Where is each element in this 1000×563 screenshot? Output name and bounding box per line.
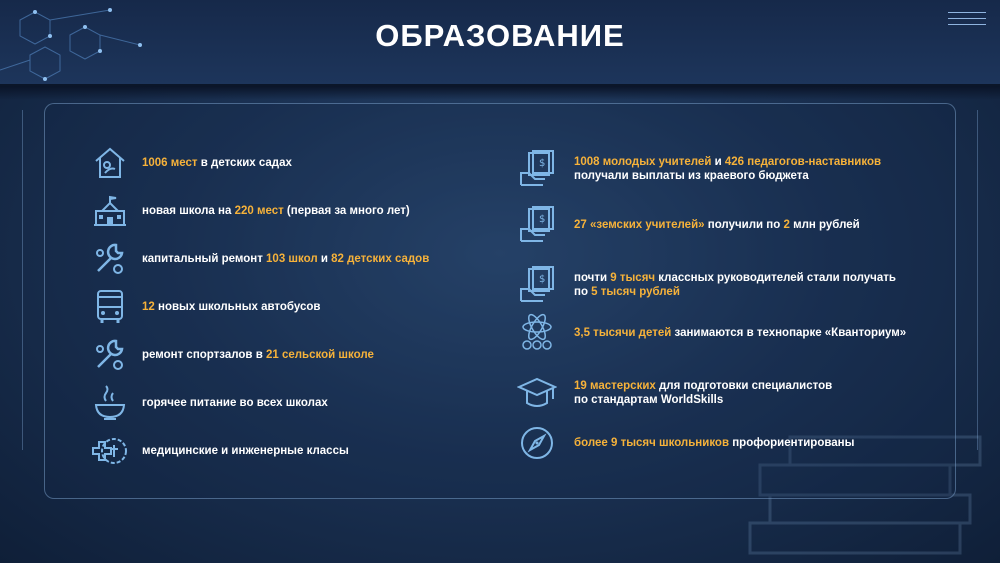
fact-text: млн рублей bbox=[789, 219, 860, 231]
fact-line bbox=[574, 271, 896, 285]
fact-text: капитальный ремонт bbox=[142, 253, 267, 265]
highlight-text: 9 тысяч bbox=[610, 272, 656, 284]
highlight-text: 21 сельской школе bbox=[265, 349, 374, 361]
fact-text: новых школьных автобусов bbox=[154, 301, 321, 313]
fact-item bbox=[90, 335, 374, 375]
fact-line bbox=[574, 155, 881, 169]
fact-label bbox=[142, 444, 349, 458]
right-border-line bbox=[977, 110, 978, 450]
fact-line bbox=[574, 169, 881, 183]
highlight-text: 1008 молодых учителей bbox=[574, 156, 712, 168]
fact-text: ремонт спортзалов в bbox=[142, 349, 266, 361]
menu-lines-icon[interactable] bbox=[948, 12, 986, 30]
fact-item bbox=[90, 143, 292, 183]
highlight-text: 426 педагогов-наставников bbox=[724, 156, 882, 168]
fact-text: и bbox=[711, 156, 725, 168]
highlight-text: 220 мест bbox=[234, 205, 284, 217]
highlight-text: 103 школ bbox=[266, 253, 318, 265]
fact-label bbox=[574, 379, 832, 407]
compass-icon bbox=[517, 423, 557, 463]
fact-text: получали выплаты из краевого бюджета bbox=[574, 170, 809, 182]
fact-label bbox=[574, 271, 896, 299]
fact-item bbox=[517, 373, 832, 413]
fact-item bbox=[90, 431, 349, 471]
fact-label bbox=[142, 300, 320, 314]
fact-item bbox=[517, 265, 896, 305]
fact-item bbox=[90, 239, 429, 279]
money-hand-icon bbox=[517, 149, 557, 189]
header-shadow bbox=[0, 86, 1000, 100]
kindergarten-icon bbox=[90, 143, 130, 183]
fact-label bbox=[574, 326, 906, 340]
svg-text:$: $ bbox=[539, 274, 546, 285]
fact-line bbox=[574, 326, 906, 340]
fact-text: и bbox=[317, 253, 332, 265]
money-hand-icon bbox=[517, 205, 557, 245]
fact-text: получили по bbox=[704, 219, 784, 231]
fact-text: занимаются в технопарке «Кванториум» bbox=[671, 327, 907, 339]
highlight-text: 82 детских садов bbox=[331, 253, 430, 265]
fact-item bbox=[90, 191, 410, 231]
svg-text:$: $ bbox=[539, 158, 546, 169]
fact-label bbox=[574, 218, 860, 232]
graduation-cap-icon bbox=[517, 373, 557, 413]
fact-text: профориентированы bbox=[729, 437, 855, 449]
fact-label bbox=[574, 155, 881, 183]
svg-text:$: $ bbox=[539, 214, 546, 225]
fact-label bbox=[142, 348, 374, 362]
fact-item bbox=[517, 313, 906, 353]
highlight-text: 2 bbox=[783, 219, 790, 231]
highlight-text: 5 тысяч рублей bbox=[591, 286, 680, 298]
fact-text: новая школа на bbox=[142, 205, 235, 217]
fact-item bbox=[90, 287, 320, 327]
fact-text: для подготовки специалистов bbox=[655, 380, 833, 392]
fact-item bbox=[517, 149, 881, 189]
school-building-icon bbox=[90, 191, 130, 231]
left-border-line bbox=[22, 110, 23, 450]
bus-icon bbox=[90, 287, 130, 327]
fact-text: почти bbox=[574, 272, 611, 284]
fact-line bbox=[574, 393, 832, 407]
wrench-gears-icon bbox=[90, 335, 130, 375]
atom-kids-icon bbox=[517, 313, 557, 353]
medical-gear-icon bbox=[90, 431, 130, 471]
fact-item bbox=[517, 205, 860, 245]
fact-label bbox=[574, 436, 854, 450]
fact-text: в детских садах bbox=[197, 157, 292, 169]
fact-item bbox=[517, 423, 854, 463]
fact-text: горячее питание во всех школах bbox=[142, 397, 328, 409]
highlight-text: 27 «земских учителей» bbox=[574, 219, 705, 231]
fact-label bbox=[142, 252, 429, 266]
fact-label bbox=[142, 156, 292, 170]
fact-text: (первая за много лет) bbox=[283, 205, 410, 217]
fact-text: по стандартам WorldSkills bbox=[574, 394, 724, 406]
fact-label bbox=[142, 204, 410, 218]
highlight-text: 12 bbox=[142, 301, 155, 313]
fact-item bbox=[90, 383, 328, 423]
page-title: ОБРАЗОВАНИЕ bbox=[375, 18, 625, 53]
fact-line bbox=[574, 285, 896, 299]
hot-food-bowl-icon bbox=[90, 383, 130, 423]
fact-text: по bbox=[574, 286, 592, 298]
highlight-text: более 9 тысяч школьников bbox=[574, 437, 730, 449]
wrench-gears-icon bbox=[90, 239, 130, 279]
highlight-text: 3,5 тысячи детей bbox=[574, 327, 672, 339]
fact-text: классных руководителей стали получать bbox=[655, 272, 896, 284]
fact-line bbox=[574, 436, 854, 450]
highlight-text: 19 мастерских bbox=[574, 380, 656, 392]
fact-label bbox=[142, 396, 328, 410]
fact-line bbox=[574, 379, 832, 393]
fact-line bbox=[574, 218, 860, 232]
fact-text: медицинские и инженерные классы bbox=[142, 445, 349, 457]
money-hand-icon bbox=[517, 265, 557, 305]
highlight-text: 1006 мест bbox=[142, 157, 198, 169]
